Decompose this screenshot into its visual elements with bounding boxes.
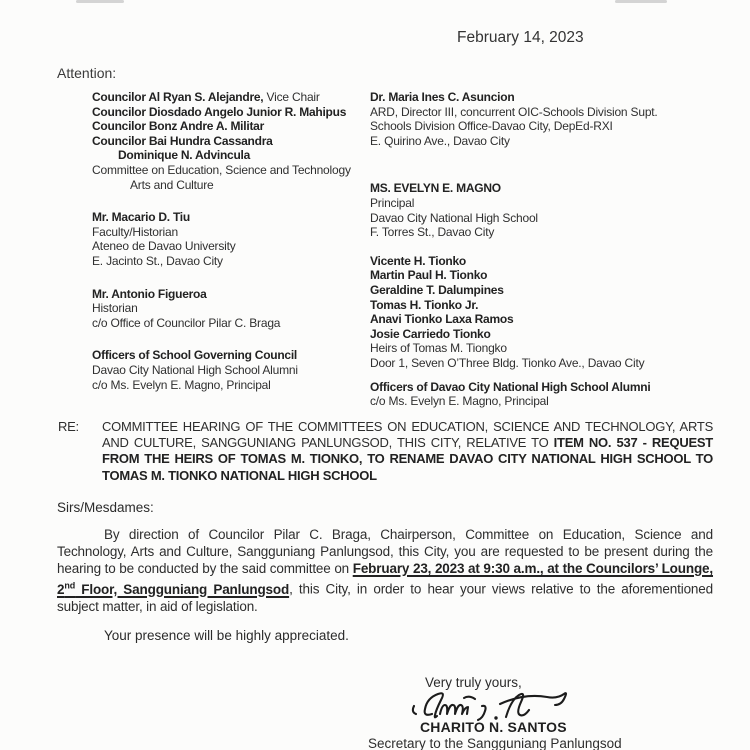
recipient-line bbox=[92, 90, 377, 105]
recipient-line bbox=[370, 394, 740, 409]
recipient-line bbox=[370, 196, 740, 211]
recipient-name-bold: Tomas H. Tionko Jr. bbox=[370, 297, 479, 312]
recipient-line bbox=[92, 378, 377, 393]
salutation: Sirs/Mesdames: bbox=[57, 500, 154, 515]
recipient-line bbox=[92, 254, 377, 269]
recipient-line bbox=[370, 380, 740, 395]
recipient-block bbox=[92, 90, 377, 192]
recipient-name-bold: Martin Paul H. Tionko bbox=[370, 268, 488, 283]
recipient-block bbox=[370, 380, 740, 409]
re-subject-block bbox=[58, 419, 713, 484]
body-text-end: , this City, in order to hear your views relative to the aforementioned subject matter, in aid of legislation. bbox=[57, 581, 714, 614]
recipient-line bbox=[92, 363, 377, 378]
attention-label: Attention: bbox=[57, 65, 117, 81]
recipient-name-bold: Vicente H. Tionko bbox=[370, 253, 466, 268]
signatory-name: CHARITO N. SANTOS bbox=[420, 719, 567, 735]
recipient-line bbox=[92, 105, 377, 120]
hearing-venue-text: Floor, Sangguniang Panlungsod bbox=[75, 581, 290, 597]
recipients-right-column bbox=[370, 90, 740, 409]
recipient-detail: Historian bbox=[92, 301, 138, 316]
recipient-detail: c/o Office of Councilor Pilar C. Braga bbox=[92, 315, 281, 330]
recipient-detail: ARD, Director III, concurrent OIC-Schools Division Supt. bbox=[370, 104, 658, 119]
recipient-block bbox=[92, 287, 377, 331]
recipient-block bbox=[92, 210, 377, 268]
recipient-line bbox=[92, 239, 377, 254]
recipient-line bbox=[370, 312, 740, 327]
recipient-line bbox=[370, 327, 740, 342]
recipient-detail: Arts and Culture bbox=[130, 177, 214, 192]
recipient-line bbox=[92, 148, 377, 163]
recipient-detail: Davao City National High School bbox=[370, 210, 538, 225]
recipient-name-bold: Anavi Tionko Laxa Ramos bbox=[370, 312, 514, 327]
recipient-name-bold: Officers of Davao City National High School Alumni bbox=[370, 379, 651, 394]
recipient-name-bold: Dominique N. Advincula bbox=[118, 148, 251, 163]
re-label: RE: bbox=[58, 419, 79, 434]
scan-artifact bbox=[615, 0, 667, 3]
ordinal-superscript: nd bbox=[64, 580, 76, 590]
recipient-line bbox=[92, 348, 377, 363]
letter-date: February 14, 2023 bbox=[457, 29, 584, 46]
scan-artifact bbox=[76, 0, 124, 3]
recipient-line bbox=[92, 134, 377, 149]
recipient-detail: c/o Ms. Evelyn E. Magno, Principal bbox=[370, 394, 549, 409]
recipient-detail: Door 1, Seven O’Three Bldg. Tionko Ave., Davao City bbox=[370, 355, 645, 370]
body-paragraph bbox=[57, 526, 713, 615]
recipient-line bbox=[92, 225, 377, 240]
recipient-detail: Principal bbox=[370, 195, 415, 210]
recipient-line bbox=[370, 119, 740, 134]
recipient-detail: Heirs of Tomas M. Tiongko bbox=[370, 341, 507, 356]
recipient-line bbox=[370, 134, 740, 149]
recipient-name-bold: Officers of School Governing Council bbox=[92, 348, 298, 363]
appreciation-line: Your presence will be highly appreciated. bbox=[104, 628, 349, 643]
recipient-detail: Ateneo de Davao University bbox=[92, 239, 236, 254]
body-text: By direction of Councilor Pilar C. Braga, Chairperson, Committee on Education, Science and Technology, Arts and Culture, Sangguniang Panlungsod, this City, you are requested to be present during the hearing to be conducted by the said committee on bbox=[57, 527, 713, 576]
recipient-line bbox=[92, 301, 377, 316]
recipient-detail: E. Jacinto St., Davao City bbox=[92, 253, 223, 268]
recipient-line bbox=[92, 316, 377, 331]
recipient-line bbox=[92, 178, 377, 193]
recipients-left-column bbox=[92, 90, 377, 392]
recipient-name-bold: Councilor Diosdado Angelo Junior R. Mahipus bbox=[92, 104, 347, 119]
closing-line: Very truly yours, bbox=[425, 675, 522, 690]
signatory-title: Secretary to the Sangguniang Panlungsod bbox=[368, 736, 622, 750]
recipient-detail: F. Torres St., Davao City bbox=[370, 225, 495, 240]
recipient-block bbox=[370, 181, 740, 239]
recipient-name-bold: MS. EVELYN E. MAGNO bbox=[370, 181, 501, 196]
recipient-name-bold: Councilor Al Ryan S. Alejandre, bbox=[92, 90, 264, 104]
recipient-detail: Davao City National High School Alumni bbox=[92, 362, 298, 377]
recipient-block bbox=[92, 348, 377, 392]
recipient-line bbox=[92, 210, 377, 225]
recipient-name-bold: Mr. Antonio Figueroa bbox=[92, 286, 207, 301]
recipient-name-bold: Councilor Bai Hundra Cassandra bbox=[92, 133, 273, 148]
recipient-detail: c/o Ms. Evelyn E. Magno, Principal bbox=[92, 377, 271, 392]
recipient-block bbox=[370, 90, 740, 148]
re-text-bold: ITEM NO. 537 - REQUEST FROM THE HEIRS OF TOMAS M. TIONKO, TO RENAME DAVAO CITY NATIONAL HIGH SCHOOL TO TOMAS M. TIONKO NATIONAL HIGH SCHOOL bbox=[102, 435, 713, 483]
recipient-line bbox=[92, 287, 377, 302]
recipient-line bbox=[370, 211, 740, 226]
recipient-detail: Faculty/Historian bbox=[92, 224, 178, 239]
recipient-line bbox=[92, 119, 377, 134]
recipient-line bbox=[370, 298, 740, 313]
recipient-line bbox=[370, 254, 740, 269]
recipient-block bbox=[370, 254, 740, 371]
recipient-detail: E. Quirino Ave., Davao City bbox=[370, 133, 510, 148]
recipient-name-bold: Councilor Bonz Andre A. Militar bbox=[92, 119, 265, 134]
hearing-date-text: February 23, 2023 at 9:30 a.m., at the Councilors’ Lounge, 2 bbox=[57, 561, 714, 597]
recipient-line bbox=[370, 283, 740, 298]
recipient-name-bold: Josie Carriedo Tionko bbox=[370, 326, 491, 341]
recipient-line bbox=[370, 90, 740, 105]
recipient-name-bold: Geraldine T. Dalumpines bbox=[370, 282, 504, 297]
recipient-name-bold: Dr. Maria Ines C. Asuncion bbox=[370, 90, 515, 104]
recipient-detail: Schools Division Office-Davao City, DepEd-RXI bbox=[370, 119, 613, 134]
recipient-line bbox=[370, 356, 740, 371]
recipient-detail: Committee on Education, Science and Technology bbox=[92, 162, 351, 177]
recipient-name-bold: Mr. Macario D. Tiu bbox=[92, 210, 190, 225]
recipient-detail: Vice Chair bbox=[263, 90, 320, 104]
re-text-regular: COMMITTEE HEARING OF THE COMMITTEES ON EDUCATION, SCIENCE AND TECHNOLOGY, ARTS AND CULTURE, SANGGUNIANG PANLUNGSOD, THIS CITY, RELATIVE TO bbox=[102, 419, 713, 451]
recipient-line bbox=[92, 163, 377, 178]
recipient-line bbox=[370, 341, 740, 356]
recipient-line bbox=[370, 225, 740, 240]
recipient-line bbox=[370, 268, 740, 283]
recipient-line bbox=[370, 181, 740, 196]
recipient-line bbox=[370, 105, 740, 120]
